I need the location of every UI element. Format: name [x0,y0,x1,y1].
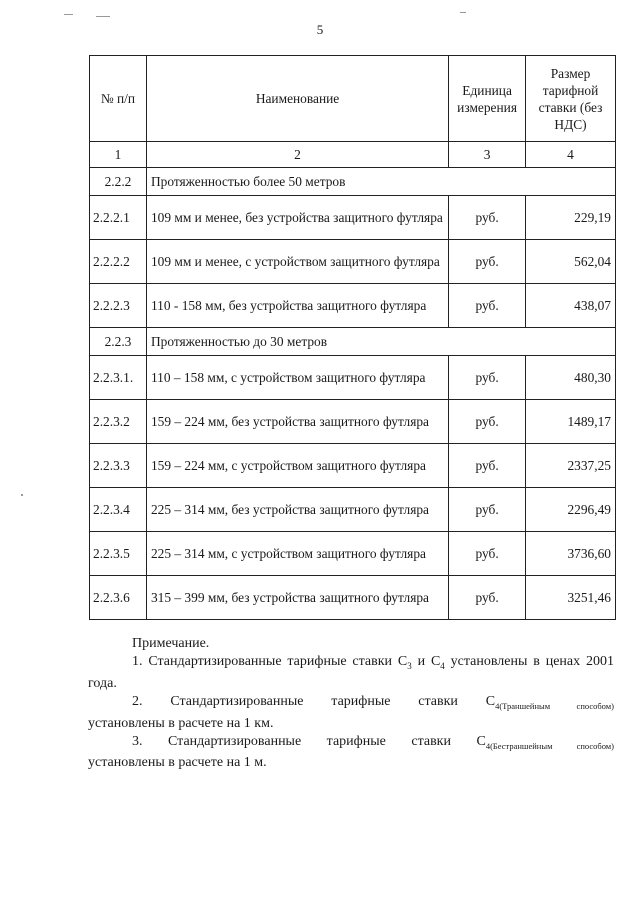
column-number: 2 [146,142,448,168]
note-text: и С [411,654,441,669]
row-price: 438,07 [526,284,616,328]
row-name: 225 – 314 мм, без устройства защитного футляра [146,488,448,532]
table-row [90,444,616,488]
table-row [90,284,616,328]
row-code: 2.2.2.1 [90,196,147,240]
row-unit: руб. [449,356,526,400]
scan-speck [96,16,110,17]
row-code: 2.2.3.3 [90,444,147,488]
header-number: № п/п [90,56,147,142]
row-name: 225 – 314 мм, с устройством защитного футляра [146,532,448,576]
notes-section [88,635,614,772]
table-row [90,356,616,400]
row-name: 159 – 224 мм, с устройством защитного футляра [146,444,448,488]
table-header-row [90,56,616,142]
tariff-table [89,55,616,620]
row-code: 2.2.3.2 [90,400,147,444]
note-subscript: 3 [407,660,412,671]
notes-title: Примечание. [132,636,210,651]
row-name: 109 мм и менее, с устройством защитного футляра [146,240,448,284]
note-3 [88,733,614,755]
row-price: 3736,60 [526,532,616,576]
section-title: Протяженностью до 30 метров [146,328,615,356]
row-unit: руб. [449,488,526,532]
note-2 [88,693,614,715]
scan-speck [64,14,73,15]
section-title: Протяженностью более 50 метров [146,168,615,196]
row-price: 1489,17 [526,400,616,444]
row-code: 2.2.3.4 [90,488,147,532]
row-code: 2.2.3.6 [90,576,147,620]
row-code: 2.2.3.1. [90,356,147,400]
row-name: 315 – 399 мм, без устройства защитного футляра [146,576,448,620]
table-row [90,488,616,532]
table-row [90,240,616,284]
table-section-row [90,328,616,356]
note-subscript: 4(Бестраншейным способом) [485,740,614,751]
table-row [90,400,616,444]
row-unit: руб. [449,400,526,444]
header-rate: Размер тарифной ставки (без НДС) [526,56,616,142]
note-text: 3. Стандартизированные тарифные ставки С [132,733,486,749]
table-row [90,196,616,240]
row-code: 2.2.3 [90,328,147,356]
note-text: 2. Стандартизированные тарифные ставки С [132,693,496,709]
header-unit: Единица измерения [449,56,526,142]
note-subscript: 4(Траншейным способом) [495,700,614,711]
row-code: 2.2.2 [90,168,147,196]
row-name: 109 мм и менее, без устройства защитного футляра [146,196,448,240]
note-subscript: 4 [440,660,445,671]
column-number: 1 [90,142,147,168]
row-price: 3251,46 [526,576,616,620]
row-unit: руб. [449,444,526,488]
column-number: 4 [526,142,616,168]
column-number-row [90,142,616,168]
note-text: установлены в ценах 2001 года. [88,654,614,691]
row-price: 2337,25 [526,444,616,488]
note-2-continued: установлены в расчете на 1 км. [88,715,274,731]
row-unit: руб. [449,576,526,620]
table-row [90,576,616,620]
row-price: 2296,49 [526,488,616,532]
note-3-continued: установлены в расчете на 1 м. [88,755,267,771]
scan-speck [21,494,23,496]
page-number: 5 [316,22,324,37]
row-price: 229,19 [526,196,616,240]
row-code: 2.2.2.2 [90,240,147,284]
row-code: 2.2.2.3 [90,284,147,328]
header-name: Наименование [146,56,448,142]
row-name: 159 – 224 мм, без устройства защитного футляра [146,400,448,444]
table-row [90,532,616,576]
row-name: 110 – 158 мм, с устройством защитного футляра [146,356,448,400]
row-unit: руб. [449,532,526,576]
row-unit: руб. [449,284,526,328]
note-1 [88,653,614,693]
row-name: 110 - 158 мм, без устройства защитного футляра [146,284,448,328]
row-unit: руб. [449,240,526,284]
row-price: 562,04 [526,240,616,284]
row-price: 480,30 [526,356,616,400]
row-unit: руб. [449,196,526,240]
column-number: 3 [449,142,526,168]
scan-speck [460,12,466,13]
row-code: 2.2.3.5 [90,532,147,576]
note-text: 1. Стандартизированные тарифные ставки С [132,654,408,669]
table-section-row [90,168,616,196]
